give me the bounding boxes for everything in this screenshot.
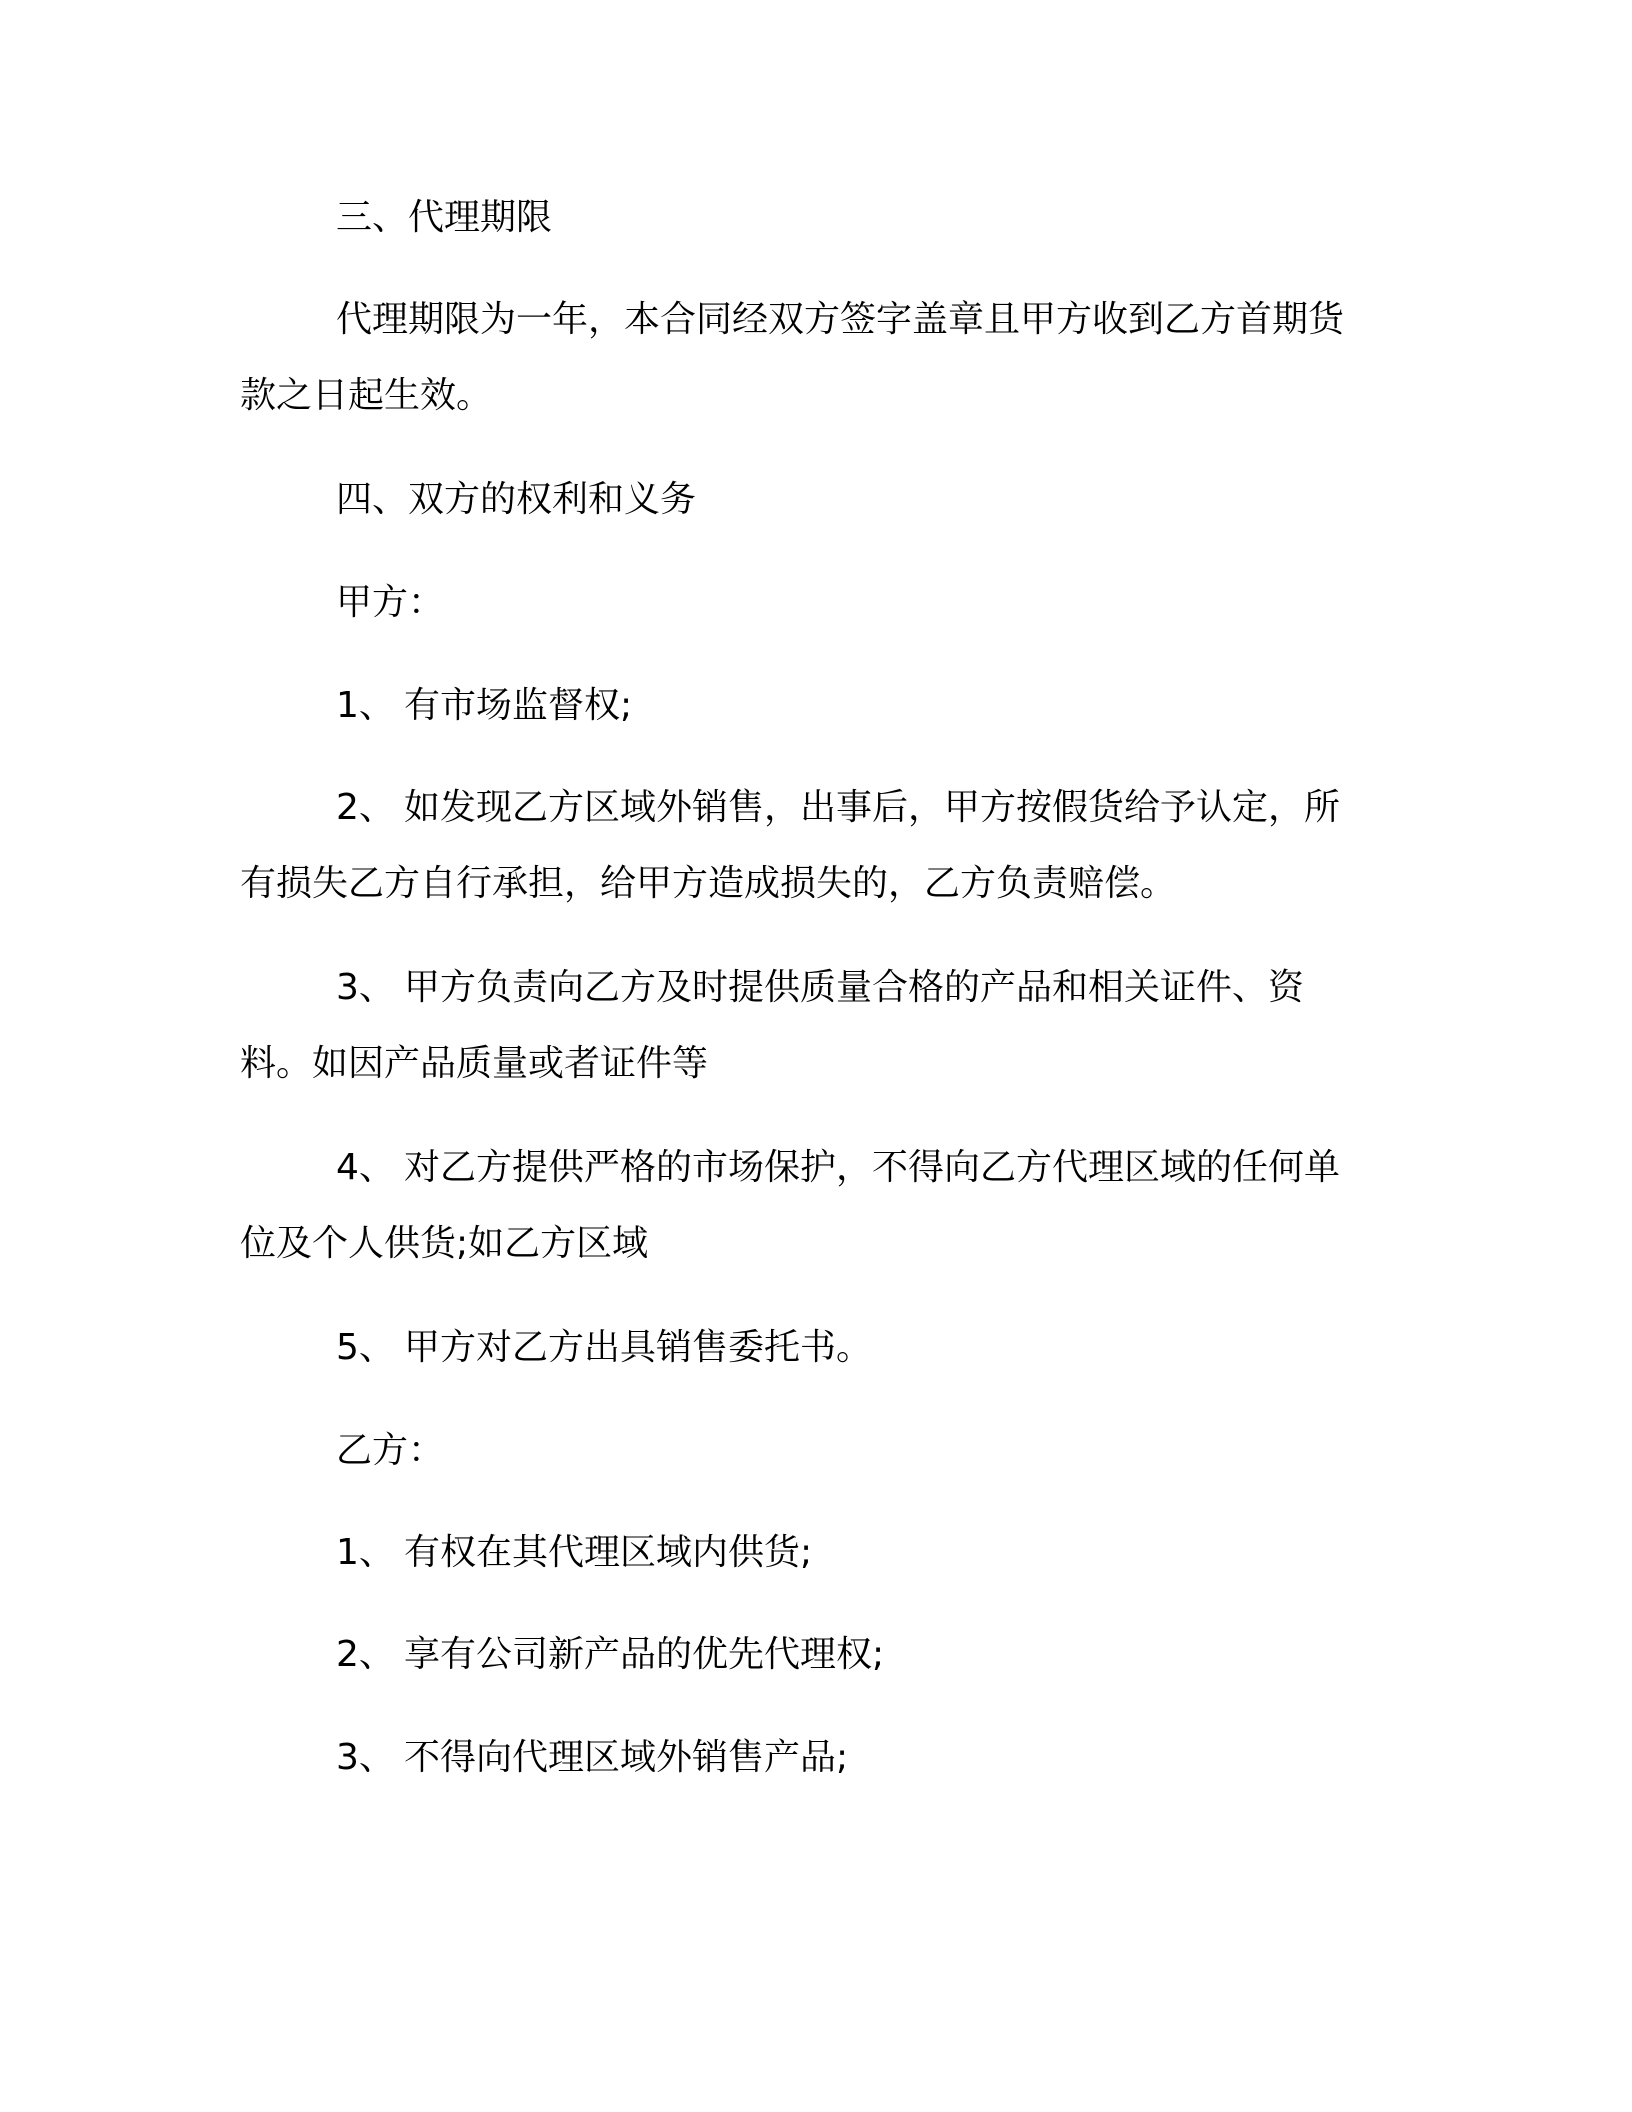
party-a-label: 甲方： — [336, 582, 445, 623]
item-number: 3、 — [336, 1737, 395, 1778]
section-4-heading: 四、双方的权利和义务 — [336, 479, 697, 520]
party-b-item-1 — [240, 1515, 1375, 1591]
item-number: 2、 — [336, 787, 395, 828]
item-number: 1、 — [336, 1532, 395, 1573]
item-text: 对乙方提供严格的市场保护，不得向乙方代理区域的任何单位及个人供货;如乙方区域 — [240, 1147, 1341, 1264]
item-number: 3、 — [336, 967, 395, 1008]
party-a-item-1 — [240, 668, 1375, 744]
item-text: 享有公司新产品的优先代理权; — [404, 1634, 885, 1675]
item-text: 如发现乙方区域外销售，出事后，甲方按假货给予认定，所有损失乙方自行承担，给甲方造成损失的，乙方负责赔偿。 — [240, 787, 1341, 904]
party-b-item-2 — [240, 1617, 1375, 1693]
item-text: 甲方对乙方出具销售委托书。 — [404, 1327, 873, 1368]
party-a-item-5 — [240, 1310, 1375, 1386]
item-text: 甲方负责向乙方及时提供质量合格的产品和相关证件、资料。如因产品质量或者证件等 — [240, 967, 1305, 1084]
item-text: 有权在其代理区域内供货; — [404, 1532, 813, 1573]
item-number: 1、 — [336, 685, 395, 726]
party-a-item-2 — [240, 770, 1375, 922]
item-number: 2、 — [336, 1634, 395, 1675]
item-number: 4、 — [336, 1147, 395, 1188]
item-number: 5、 — [336, 1327, 395, 1368]
section-3-body: 代理期限为一年，本合同经双方签字盖章且甲方收到乙方首期货款之日起生效。 — [240, 299, 1345, 416]
section-3-heading: 三、代理期限 — [336, 197, 553, 238]
item-text: 有市场监督权; — [404, 685, 633, 726]
party-a-item-3 — [240, 950, 1375, 1102]
item-text: 不得向代理区域外销售产品; — [404, 1737, 849, 1778]
party-b-item-3 — [240, 1720, 1375, 1796]
party-a-item-4 — [240, 1130, 1375, 1282]
party-b-label: 乙方： — [336, 1430, 445, 1471]
